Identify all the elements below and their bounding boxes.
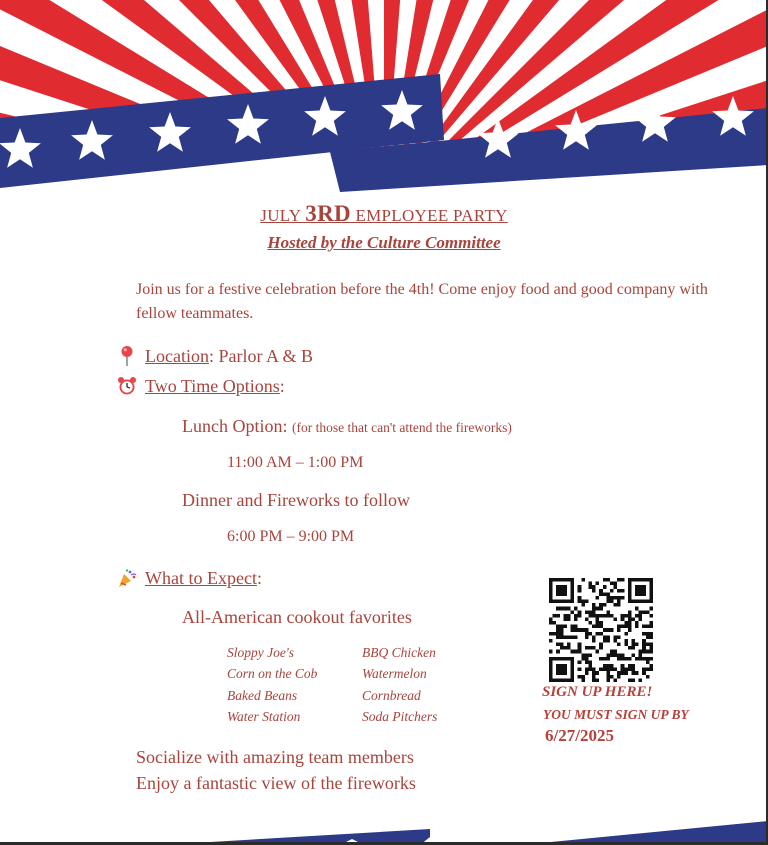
alarm-clock-icon (116, 375, 138, 397)
cookout-heading: All-American cookout favorites (182, 607, 412, 627)
party-popper-icon (116, 567, 138, 589)
menu-right-column (362, 642, 437, 727)
menu-left-column (227, 642, 317, 727)
bottom-ribbon (0, 815, 768, 845)
closing-line: Enjoy a fantastic view of the fireworks (136, 773, 416, 793)
closing-line: Socialize with amazing team members (136, 747, 414, 767)
location-value: : Parlor A & B (208, 345, 313, 366)
lunch-label: Lunch Option: (182, 416, 288, 436)
page-title: JULY 3RD EMPLOYEE PARTY (260, 201, 508, 226)
signup-qr-code[interactable] (549, 578, 653, 682)
title-emphasis: 3RD (305, 201, 351, 226)
intro-text: Join us for a festive celebration before the 4th! Come enjoy food and good company with fellow teammates. (136, 281, 708, 322)
menu-item: Water Station (227, 708, 301, 724)
subtitle: Hosted by the Culture Committee (267, 233, 501, 252)
menu-item: Cornbread (362, 687, 421, 703)
lunch-option (182, 416, 512, 437)
menu-item: BBQ Chicken (362, 645, 436, 660)
signup-deadline-label: YOU MUST SIGN UP BY (543, 707, 689, 722)
dinner-time: 6:00 PM – 9:00 PM (227, 528, 355, 545)
menu-item: Corn on the Cob (227, 666, 318, 682)
menu-item: Sloppy Joe's (227, 645, 294, 660)
time-options-label: Two Time Options (145, 375, 280, 396)
menu-item: Soda Pitchers (362, 708, 438, 724)
stars-and-stripes-banner (0, 0, 768, 205)
location-label: Location (145, 345, 209, 366)
lunch-time: 11:00 AM – 1:00 PM (227, 454, 364, 471)
signup-cta: SIGN UP HERE! (542, 684, 653, 700)
menu-item: Watermelon (362, 666, 427, 682)
expect-label: What to Expect (145, 567, 257, 588)
location-row (116, 345, 313, 367)
pin-icon (116, 345, 138, 367)
time-options-row: Two Time Options : (116, 375, 285, 397)
dinner-label: Dinner and Fireworks to follow (182, 490, 410, 510)
lunch-note: (for those that can't attend the fireworks) (292, 420, 512, 435)
signup-deadline: 6/27/2025 (545, 726, 614, 745)
menu-item: Baked Beans (227, 687, 298, 703)
expect-row: What to Expect : (116, 567, 262, 589)
